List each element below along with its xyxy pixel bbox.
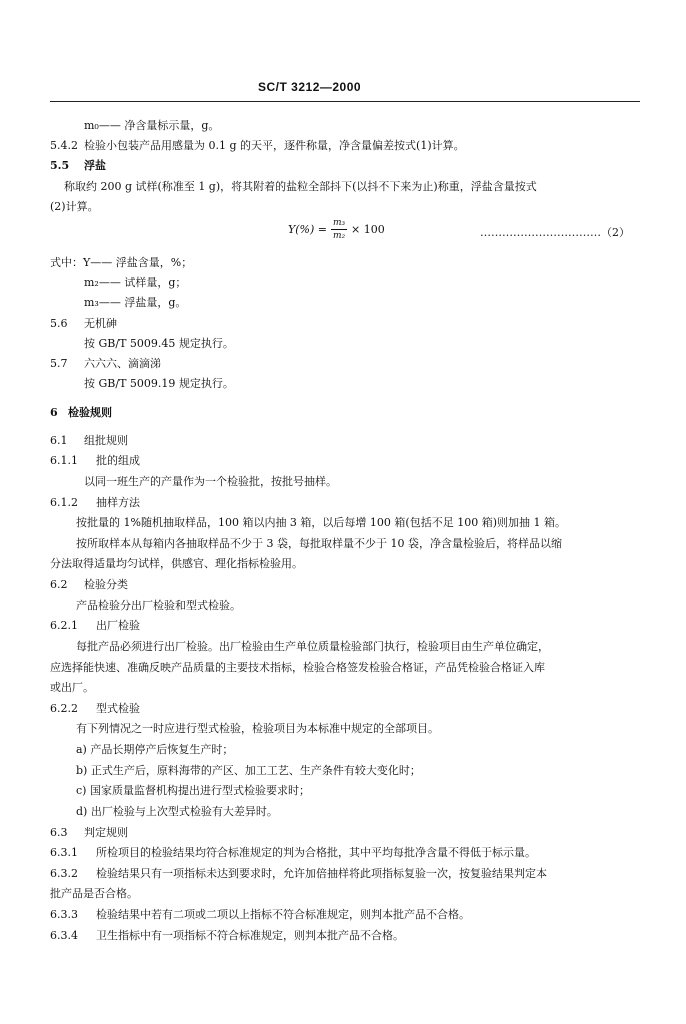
section-number: 5.4.2 [50, 139, 78, 152]
text-line: 按 GB/T 5009.19 规定执行。 [84, 377, 234, 390]
text-line: 按所取样本从每箱内各抽取样品不少于 3 袋，每批取样量不少于 10 袋，净含量检验后，将样品以缩 [76, 537, 562, 550]
section-number: 6.3 [50, 826, 68, 839]
text-line: a) 产品长期停产后恢复生产时； [76, 743, 234, 756]
text-line: 批产品是否合格。 [50, 887, 138, 900]
text-line: 按 GB/T 5009.45 规定执行。 [84, 337, 234, 350]
formula-denominator: m₂ [332, 231, 346, 241]
formula-fraction [331, 218, 347, 241]
section-number: 6 [50, 406, 58, 419]
formula-lhs: Y(%) = [288, 223, 328, 236]
page-header: SC/T 3212—2000 [258, 80, 362, 94]
text-line: m₂—— 试样量，g； [84, 276, 187, 289]
section-heading: 检验小包装产品用感量为 0.1 g 的天平，逐件称量，净含量偏差按式(1)计算。 [84, 139, 465, 152]
text-line: m₃—— 浮盐量，g。 [84, 296, 187, 309]
text-line: c) 国家质量监督机构提出进行型式检验要求时； [76, 784, 310, 797]
section-heading: 抽样方法 [96, 496, 140, 509]
section-number: 6.2 [50, 578, 68, 591]
section-number: 5.7 [50, 357, 68, 370]
section-heading: 判定规则 [84, 826, 128, 839]
text-line: 应选择能快速、准确反映产品质量的主要技术指标，检验合格签发检验合格证，产品凭检验合格证入库 [50, 661, 545, 674]
formula-number: ……………………………（2） [480, 226, 630, 239]
text-line: 式中：Y—— 浮盐含量，%； [50, 256, 193, 269]
header-rule [50, 101, 640, 102]
section-heading: 检验规则 [68, 406, 112, 419]
section-heading: 检验结果中若有二项或二项以上指标不符合标准规定，则判本批产品不合格。 [96, 908, 470, 921]
section-number: 6.2.2 [50, 702, 78, 715]
text-line: 每批产品必须进行出厂检验。出厂检验由生产单位质量检验部门执行，检验项目由生产单位确定， [76, 640, 549, 653]
section-number: 5.5 [50, 159, 70, 172]
text-line: 按批量的 1%随机抽取样品，100 箱以内抽 3 箱，以后每增 100 箱(包括不足 100 箱)则加抽 1 箱。 [76, 516, 566, 529]
text-line: m₀—— 净含量标示量，g。 [84, 119, 220, 132]
section-number: 6.3.3 [50, 908, 78, 921]
text-line: b) 正式生产后，原料海带的产区、加工工艺、生产条件有较大变化时； [76, 764, 421, 777]
section-heading: 浮盐 [84, 159, 106, 172]
text-line: 称取约 200 g 试样(称准至 1 g)，将其附着的盐粒全部抖下(以抖不下来为止)称重，浮盐含量按式 [64, 180, 537, 193]
text-line: 或出厂。 [50, 681, 94, 694]
formula-numerator: m₃ [332, 218, 346, 228]
section-number: 6.3.2 [50, 867, 78, 880]
section-heading: 组批规则 [84, 434, 128, 447]
text-line: 产品检验分出厂检验和型式检验。 [76, 599, 241, 612]
text-line: d) 出厂检验与上次型式检验有大差异时。 [76, 805, 278, 818]
section-heading: 批的组成 [96, 454, 140, 467]
section-number: 6.1.1 [50, 454, 78, 467]
section-number: 6.1.2 [50, 496, 78, 509]
text-line: 有下列情况之一时应进行型式检验，检验项目为本标准中规定的全部项目。 [76, 722, 439, 735]
formula-rhs: × 100 [351, 223, 385, 236]
section-heading: 无机砷 [84, 317, 117, 330]
section-number: 5.6 [50, 317, 68, 330]
section-heading: 型式检验 [96, 702, 140, 715]
text-line: 分法取得适量均匀试样，供感官、理化指标检验用。 [50, 557, 303, 570]
formula-2 [288, 218, 385, 241]
section-heading: 检验结果只有一项指标未达到要求时，允许加倍抽样将此项指标复验一次，按复验结果判定本 [96, 867, 547, 880]
section-number: 6.2.1 [50, 619, 78, 632]
section-number: 6.3.1 [50, 846, 78, 859]
section-heading: 出厂检验 [96, 619, 140, 632]
section-heading: 卫生指标中有一项指标不符合标准规定，则判本批产品不合格。 [96, 929, 404, 942]
text-line: 以同一班生产的产量作为一个检验批，按批号抽样。 [84, 475, 337, 488]
section-heading: 检验分类 [84, 578, 128, 591]
section-number: 6.3.4 [50, 929, 78, 942]
section-number: 6.1 [50, 434, 68, 447]
text-line: (2)计算。 [50, 200, 99, 213]
section-heading: 所检项目的检验结果均符合标准规定的判为合格批，其中平均每批净含量不得低于标示量。 [96, 846, 536, 859]
fraction-bar [331, 229, 347, 230]
section-heading: 六六六、滴滴涕 [84, 357, 161, 370]
